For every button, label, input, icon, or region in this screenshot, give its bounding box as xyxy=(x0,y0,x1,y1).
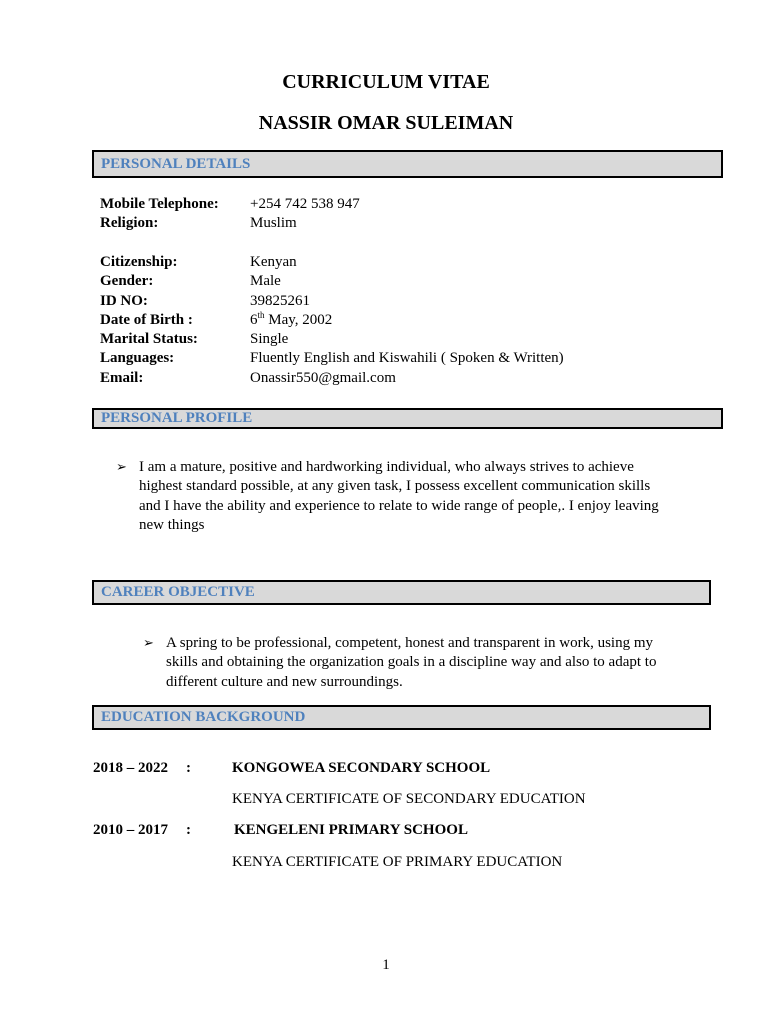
dob-day: 6 xyxy=(250,312,258,328)
field-label-gender: Gender: xyxy=(100,273,154,289)
field-label-id-no: ID NO: xyxy=(100,293,148,309)
objective-line: skills and obtaining the organization goals in a discipline way and also to adapt to xyxy=(166,654,657,671)
personal-details-heading-label: PERSONAL DETAILS xyxy=(101,156,251,172)
objective-bullet-text xyxy=(166,634,706,692)
profile-line: I am a mature, positive and hardworking individual, who always strives to achieve xyxy=(139,459,634,475)
personal-profile-heading xyxy=(92,408,723,429)
profile-line: highest standard possible, at any given task, I possess excellent communication skills xyxy=(139,478,651,495)
field-value-marital-status: Single xyxy=(250,331,289,347)
field-value-date-of-birth xyxy=(250,311,332,330)
field-label-mobile: Mobile Telephone: xyxy=(100,196,219,212)
profile-line: new things xyxy=(139,517,205,534)
education-certificate: KENYA CERTIFICATE OF SECONDARY EDUCATION xyxy=(232,791,586,807)
profile-bullet-text xyxy=(139,458,699,536)
profile-line: and I have the ability and experience to relate to wide range of people,. I enjoy leaving xyxy=(139,497,659,514)
page-number: 1 xyxy=(382,957,390,973)
education-background-heading xyxy=(92,705,711,730)
field-value-email: Onassir550@gmail.com xyxy=(250,370,396,386)
field-label-religion: Religion: xyxy=(100,215,159,231)
field-value-id-no: 39825261 xyxy=(250,293,310,309)
document-title: CURRICULUM VITAE xyxy=(282,71,490,93)
career-objective-heading-label: CAREER OBJECTIVE xyxy=(101,584,255,600)
field-value-gender: Male xyxy=(250,273,281,289)
career-objective-heading xyxy=(92,580,711,605)
field-value-citizenship: Kenyan xyxy=(250,254,297,270)
arrow-bullet-icon: ➢ xyxy=(143,636,154,651)
field-label-date-of-birth: Date of Birth : xyxy=(100,312,193,328)
field-value-languages: Fluently English and Kiswahili ( Spoken & Written) xyxy=(250,350,564,366)
personal-profile-heading-label: PERSONAL PROFILE xyxy=(101,410,253,426)
field-label-email: Email: xyxy=(100,370,144,386)
dob-day-suffix: th xyxy=(257,310,265,320)
field-value-religion: Muslim xyxy=(250,215,297,231)
field-label-marital-status: Marital Status: xyxy=(100,331,198,347)
field-value-mobile: +254 742 538 947 xyxy=(250,196,360,212)
education-colon: : xyxy=(186,760,191,776)
field-label-languages: Languages: xyxy=(100,350,175,366)
education-background-heading-label: EDUCATION BACKGROUND xyxy=(101,709,306,725)
education-school: KONGOWEA SECONDARY SCHOOL xyxy=(232,760,491,776)
personal-details-heading xyxy=(92,150,723,178)
dob-rest: May, 2002 xyxy=(264,312,333,328)
education-years: 2018 – 2022 xyxy=(93,760,168,776)
field-label-citizenship: Citizenship: xyxy=(100,254,178,270)
objective-line: different culture and new surroundings. xyxy=(166,673,403,690)
education-certificate: KENYA CERTIFICATE OF PRIMARY EDUCATION xyxy=(232,854,563,870)
objective-line: A spring to be professional, competent, honest and transparent in work, using my xyxy=(166,635,653,651)
education-colon: : xyxy=(186,822,191,838)
education-years: 2010 – 2017 xyxy=(93,822,168,838)
arrow-bullet-icon: ➢ xyxy=(116,460,127,475)
candidate-name: NASSIR OMAR SULEIMAN xyxy=(258,112,514,134)
education-school: KENGELENI PRIMARY SCHOOL xyxy=(234,822,468,838)
